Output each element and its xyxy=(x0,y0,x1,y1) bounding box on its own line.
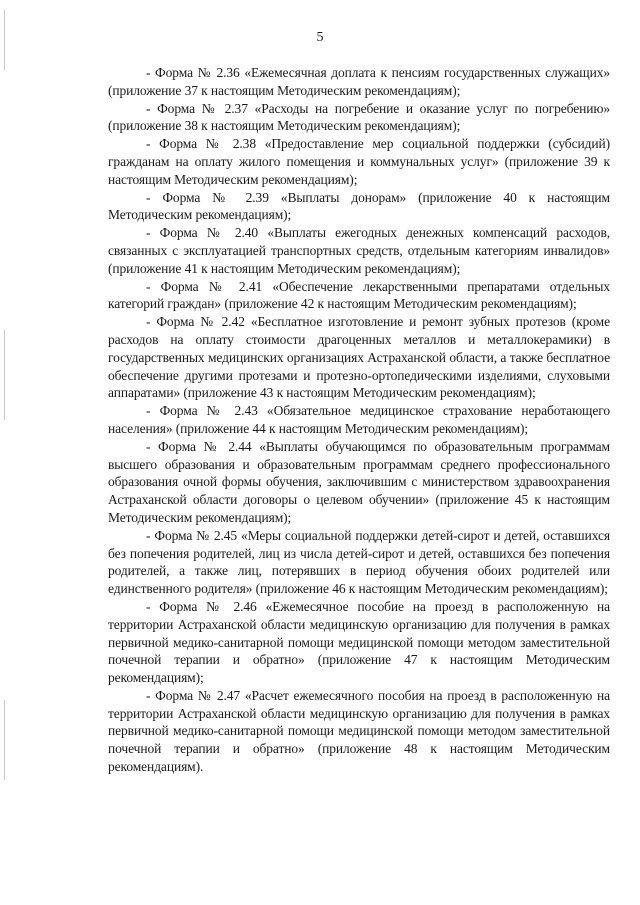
list-item-form-2-46: - Форма № 2.46 «Ежемесячное пособие на проезд в расположенную на территории Астраханской области медицинскую организацию для получения в рамках первичной медико-санитарной помощи медицинской помощи методом заместительной почечной терапии и обратно» (приложение 47 к настоящим Методическим рекомендациям); xyxy=(108,598,610,686)
page-number: 5 xyxy=(316,30,324,45)
list-item-form-2-47: - Форма № 2.47 «Расчет ежемесячного пособия на проезд в расположенную на территории Астраханской области медицинскую организацию для получения в рамках первичной медико-санитарной помощи медицинской помощи методом заместительной почечной терапии и обратно» (приложение 48 к настоящим Методическим рекомендациям). xyxy=(108,687,610,775)
scan-edge-mark xyxy=(4,700,5,780)
list-item-form-2-42: - Форма № 2.42 «Бесплатное изготовление и ремонт зубных протезов (кроме расходов на оплату стоимости драгоценных металлов и металлокерамики) в государственных медицинских организациях Астраханской области, а также бесплатное обеспечение другими протезами и протезно-ортопедическими изделиями, слуховыми аппаратами» (приложение 43 к настоящим Методическим рекомендациям); xyxy=(108,314,610,401)
list-item-form-2-37: - Форма № 2.37 «Расходы на погребение и оказание услуг по погребению» (приложение 38 к настоящим Методическим рекомендациям); xyxy=(108,100,610,134)
list-item-form-2-43: - Форма № 2.43 «Обязательное медицинское страхование неработающего населения» (приложение 44 к настоящим Методическим рекомендациям); xyxy=(108,403,610,436)
list-item-form-2-39: - Форма № 2.39 «Выплаты донорам» (приложение 40 к настоящим Методическим рекомендациям); xyxy=(108,189,610,223)
scan-edge-mark xyxy=(4,330,5,420)
list-item-form-2-41: - Форма № 2.41 «Обеспечение лекарственными препаратами отдельных категорий граждан» (приложение 42 к настоящим Методическим рекомендациям); xyxy=(108,278,610,312)
list-item-form-2-44: - Форма № 2.44 «Выплаты обучающимся по образовательным программам высшего образования и образовательным программам среднего профессионального образования очной формы обучения, заключившим с министерством здравоохранения Астраханской области договоры о целевом обучении» (приложение 45 к настоящим Методическим рекомендациям); xyxy=(108,438,610,525)
document-body xyxy=(108,64,610,776)
list-item-form-2-38: - Форма № 2.38 «Предоставление мер социальной поддержки (субсидий) гражданам на оплату жилого помещения и коммунальных услуг» (приложение 39 к настоящим Методическим рекомендациям); xyxy=(108,136,610,187)
list-item-form-2-40: - Форма № 2.40 «Выплаты ежегодных денежных компенсаций расходов, связанных с эксплуатацией транспортных средств, отдельным категориям инвалидов» (приложение 41 к настоящим Методическим рекомендациям); xyxy=(108,225,610,276)
list-item-form-2-36: - Форма № 2.36 «Ежемесячная доплата к пенсиям государственных служащих» (приложение 37 к настоящим Методическим рекомендациям); xyxy=(108,65,610,98)
list-item-form-2-45: - Форма № 2.45 «Меры социальной поддержки детей-сирот и детей, оставшихся без попечения родителей, лиц из числа детей-сирот и детей, оставшихся без попечения родителей, а также лиц, потерявших в период обучения обоих родителей или единственного родителя» (приложение 46 к настоящим Методическим рекомендациям); xyxy=(108,527,610,597)
